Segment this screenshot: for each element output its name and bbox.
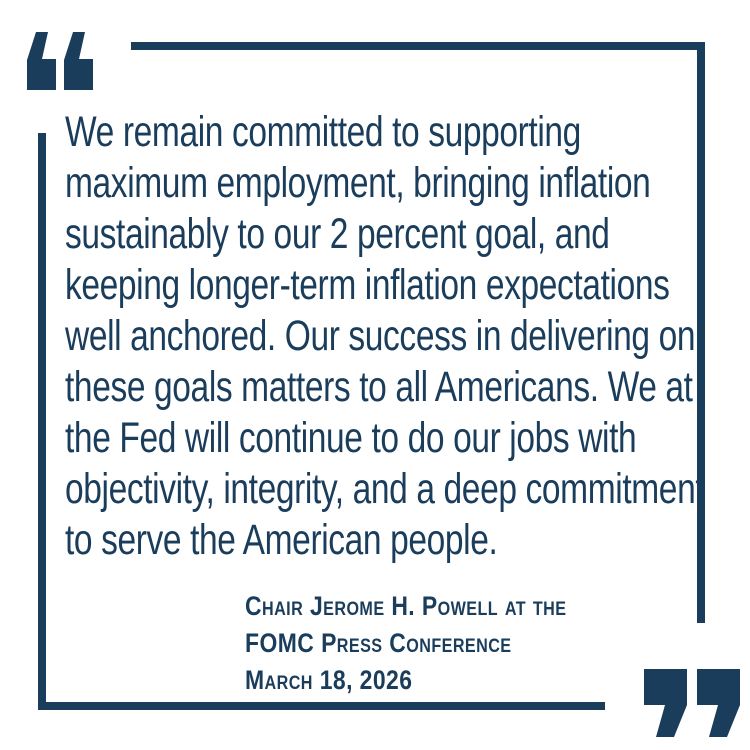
quote-line: these goals matters to all Americans. We at bbox=[65, 363, 693, 411]
attribution-speaker: Chair Jerome H. Powell at the bbox=[245, 591, 567, 621]
quote-line: the Fed will continue to do our jobs with bbox=[65, 414, 637, 462]
quote-line: objectivity, integrity, and a deep commitment bbox=[65, 465, 705, 513]
quote-line: maximum employment, bringing inflation bbox=[65, 159, 651, 207]
quote-line: We remain committed to supporting bbox=[65, 108, 581, 156]
quote-line: to serve the American people. bbox=[65, 516, 498, 564]
attribution-date: March 18, 2026 bbox=[245, 665, 413, 695]
quote-line: sustainably to our 2 percent goal, and bbox=[65, 210, 610, 258]
closing-quote-icon bbox=[644, 669, 740, 737]
quote-text bbox=[65, 107, 704, 566]
frame-border-left bbox=[38, 133, 46, 710]
quote-line: well anchored. Our success in delivering on bbox=[65, 312, 696, 360]
quote-line: keeping longer-term inflation expectations bbox=[65, 261, 670, 309]
frame-border-top bbox=[131, 42, 705, 50]
attribution-event: FOMC Press Conference bbox=[245, 628, 512, 658]
opening-quote-icon bbox=[27, 32, 93, 90]
quote-attribution bbox=[245, 588, 566, 699]
frame-border-bottom bbox=[38, 702, 605, 710]
